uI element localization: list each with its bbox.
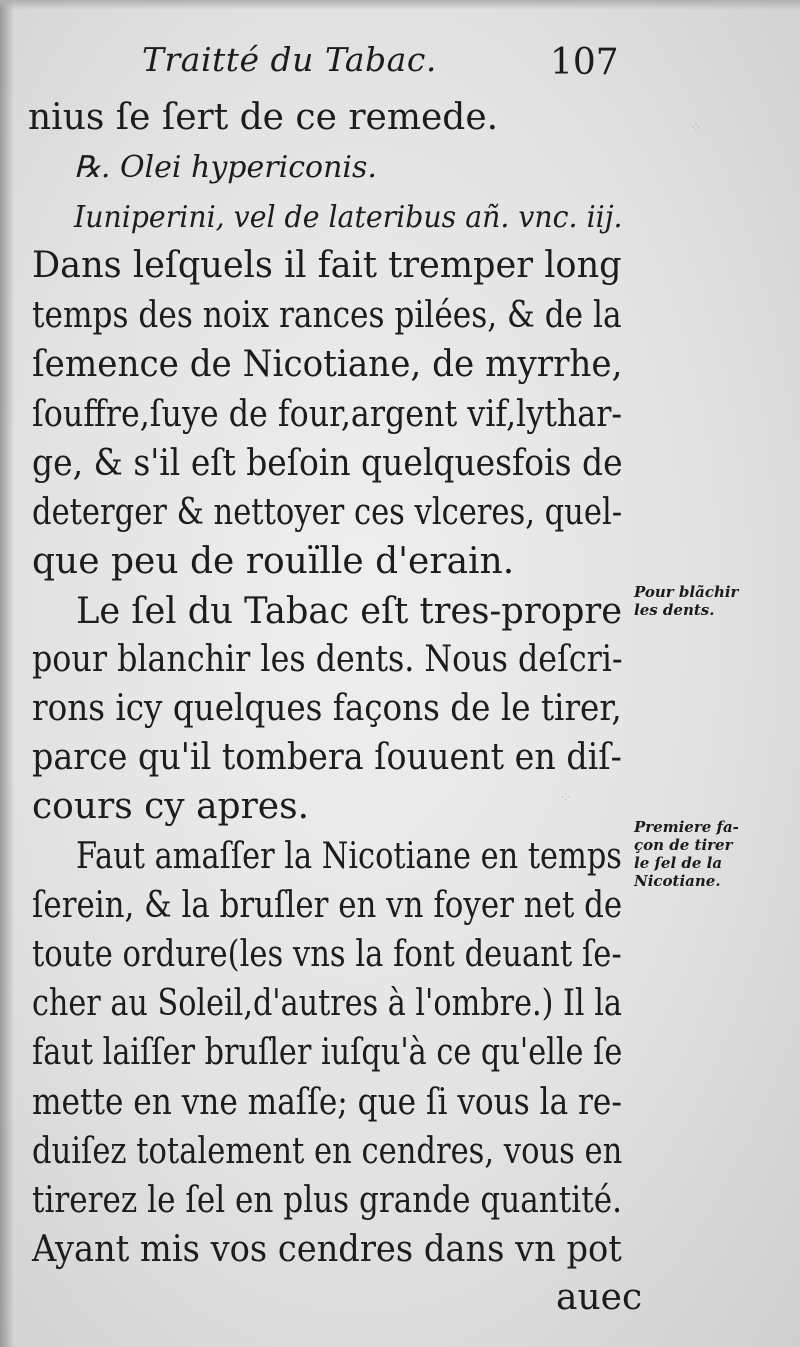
show-through-mark: ⁘	[690, 120, 702, 136]
text-line: temps des noix rances pilées, & de la	[32, 295, 622, 336]
catchword: auec	[556, 1277, 643, 1318]
text-line: ſouffre,ſuye de four,argent vif,lythar-	[32, 394, 623, 435]
page-number: 107	[550, 42, 619, 83]
text-line: faut laiſſer bruſler iuſqu'à ce qu'elle ſe	[32, 1032, 623, 1073]
text-line: pour blanchir les dents. Nous deſcri-	[32, 639, 623, 680]
text-line: tirerez le ſel en plus grande quantité.	[32, 1180, 622, 1221]
text-line: Faut amaſſer la Nicotiane en temps	[76, 836, 622, 877]
text-line: ſerein, & la bruſler en vn foyer net de	[32, 885, 623, 926]
text-line: Le ſel du Tabac eſt tres-propre	[76, 591, 623, 632]
text-line: parce qu'il tombera ſouuent en diſ-	[32, 737, 622, 778]
text-line: deterger & nettoyer ces vlceres, quel-	[32, 492, 623, 533]
margin-note-line: les dents.	[634, 601, 715, 619]
text-line: ſemence de Nicotiane, de myrrhe,	[32, 344, 623, 385]
text-line: cours cy apres.	[32, 786, 310, 827]
margin-note-line: Pour blãchir	[634, 583, 739, 601]
page-top-shadow	[0, 0, 800, 10]
margin-note-line: le ſel de la	[634, 854, 723, 872]
text-line: toute ordure(les vns la font deuant ſe-	[32, 934, 622, 975]
text-line: ℞. Olei hypericonis.	[74, 150, 377, 185]
running-header: Traitté du Tabac.	[142, 40, 437, 79]
page-edge-shadow	[0, 0, 14, 1347]
text-line: nius ſe ſert de ce remede.	[28, 97, 499, 138]
margin-note	[634, 818, 739, 890]
margin-note	[634, 583, 738, 619]
margin-note-line: çon de tirer	[634, 836, 733, 854]
text-line: Iuniperini, vel de lateribus añ. vnc. iij.	[74, 200, 623, 235]
margin-note-line: Nicotiane.	[634, 872, 721, 890]
text-line: que peu de rouïlle d'erain.	[32, 541, 515, 582]
margin-note-line: Premiere fa-	[634, 818, 739, 836]
text-line: rons icy quelques façons de le tirer,	[32, 688, 622, 729]
show-through-mark: ⁘	[560, 790, 572, 806]
text-line: ge, & s'il eſt beſoin quelquesfois de	[32, 443, 623, 484]
text-line: Dans leſquels il fait tremper long	[32, 245, 622, 286]
text-line: cher au Soleil,d'autres à l'ombre.) Il la	[32, 983, 622, 1024]
text-line: mette en vne maſſe; que ſi vous la re-	[32, 1082, 622, 1123]
text-line: Ayant mis vos cendres dans vn pot	[32, 1229, 622, 1270]
text-line: duiſez totalement en cendres, vous en	[32, 1131, 623, 1172]
